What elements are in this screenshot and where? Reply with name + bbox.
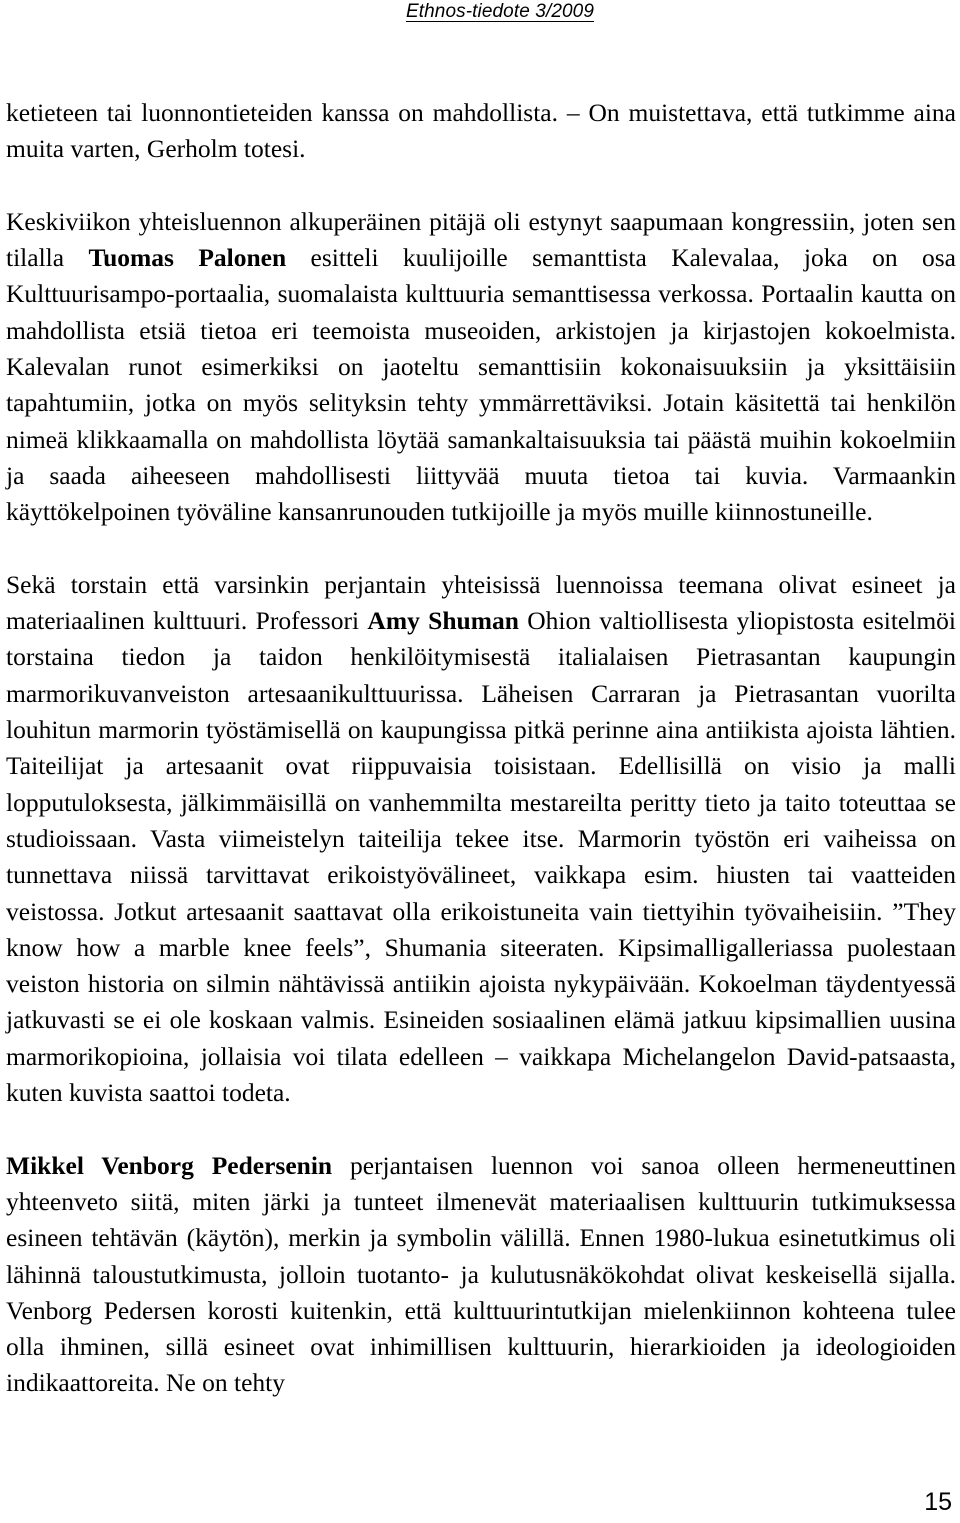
body-paragraph bbox=[6, 95, 956, 168]
running-header: Ethnos-tiedote 3/2009 bbox=[405, 1, 594, 22]
body-paragraph bbox=[6, 204, 956, 531]
paragraph-text: esitteli kuulijoille semanttista Kalevalaa, joka on osa Kulttuurisampo-portaalia, suomalaista kulttuuria semanttisessa verkossa. Portaalin kautta on mahdollista etsiä tietoa eri teemoista museoiden, arkistojen ja kirjastojen kokoelmista. Kalevalan runot esimerkiksi on jaoteltu semanttisiin kokonaisuuksiin ja yksittäisiin tapahtumiin, jotka on myös selityksin tehty ymmärrettäviksi. Jotain käsitettä tai henkilön nimeä klikkaamalla on mahdollista löytää samankaltaisuuksia tai päästä muihin kokoelmiin ja saada aiheeseen mahdollisesti liittyvää muuta tietoa tai kuvia. Varmaankin käyttökelpoinen työväline kansanrunouden tutkijoille ja myös muille kiinnostuneille. bbox=[6, 243, 957, 527]
page-number: 15 bbox=[924, 1488, 952, 1516]
paragraph-text: Sekä torstain että varsinkin perjantain yhteisissä luennoissa teemana olivat esineet ja materiaalinen kulttuuri. Professori bbox=[6, 569, 956, 636]
paragraph-text: Ohion valtiollisesta yliopistosta esitelmöi torstaina tiedon ja taidon henkilöitymisestä italialaisen Pietrasantan kaupungin marmorikuvanveiston artesaanikulttuurissa. Läheisen Carraran ja Pietrasantan vuorilta louhitun marmorin työstämisellä on kaupungissa pitkä perinne aina antiikista ajoista lähtien. Taiteilijat ja artesaanit ovat riippuvaisia toisistaan. Edellisillä on visio ja malli lopputuloksesta, jälkimmäisillä on vanhemmilta mestareilta peritty tieto ja taito toteuttaa se studioissaan. Vasta viimeistelyn taiteilija tekee itse. Marmorin työstön eri vaiheissa on tunnettava niissä tarvittavat erikoistyövälineet, vaikkapa esim. hiusten tai vaatteiden veistossa. Jotkut artesaanit saattavat olla erikoistuneita vain tiettyihin työvaiheisiin. ”They know how a marble knee feels”, Shumania siteeraten. Kipsimalligalleriassa puolestaan veiston historia on silmin nähtävissä antiikin ajoista nykypäivään. Kokoelman täydentyessä jatkuvasti se ei ole koskaan valmis. Esineiden sosiaalinen elämä jatkuu kipsimallien uusina marmorikopioina, jollaisia voi tilata edelleen – vaikkapa Michelangelon David-patsaasta, kuten kuvista saattoi todeta. bbox=[6, 606, 956, 1108]
person-name-bold: Tuomas Palonen bbox=[88, 243, 287, 273]
article-body bbox=[6, 95, 956, 1438]
body-paragraph bbox=[6, 567, 956, 1111]
person-name-bold: Amy Shuman bbox=[367, 606, 519, 636]
person-name-bold: Mikkel Venborg Pedersenin bbox=[6, 1150, 333, 1180]
paragraph-text: ketieteen tai luonnontieteiden kanssa on mahdollista. – On muistettava, että tutkimme aina muita varten, Gerholm totesi. bbox=[6, 98, 956, 164]
body-paragraph bbox=[6, 1148, 956, 1402]
paragraph-text: perjantaisen luennon voi sanoa olleen hermeneuttinen yhteenveto siitä, miten järki ja tunteet ilmenevät materiaalisen kulttuurin tutkimuksessa esineen tehtävän (käytön), merkin ja symbolin välillä. Ennen 1980-lukua esinetutkimus oli lähinnä taloustutkimusta, jolloin tuotanto- ja kulutusnäkökohdat olivat keskeisellä sijalla. Venborg Pedersen korosti kuitenkin, että kulttuurintutkijan mielenkiinnon kohteena tulee olla ihminen, sillä esineet ovat inhimillisen kulttuurin, hierarkioiden ja ideologioiden indikaattoreita. Ne on tehty bbox=[6, 1150, 956, 1398]
paragraph-text: Keskiviikon yhteisluennon alkuperäinen pitäjä oli estynyt saapumaan kongressiin, joten sen tilalla bbox=[6, 206, 956, 273]
